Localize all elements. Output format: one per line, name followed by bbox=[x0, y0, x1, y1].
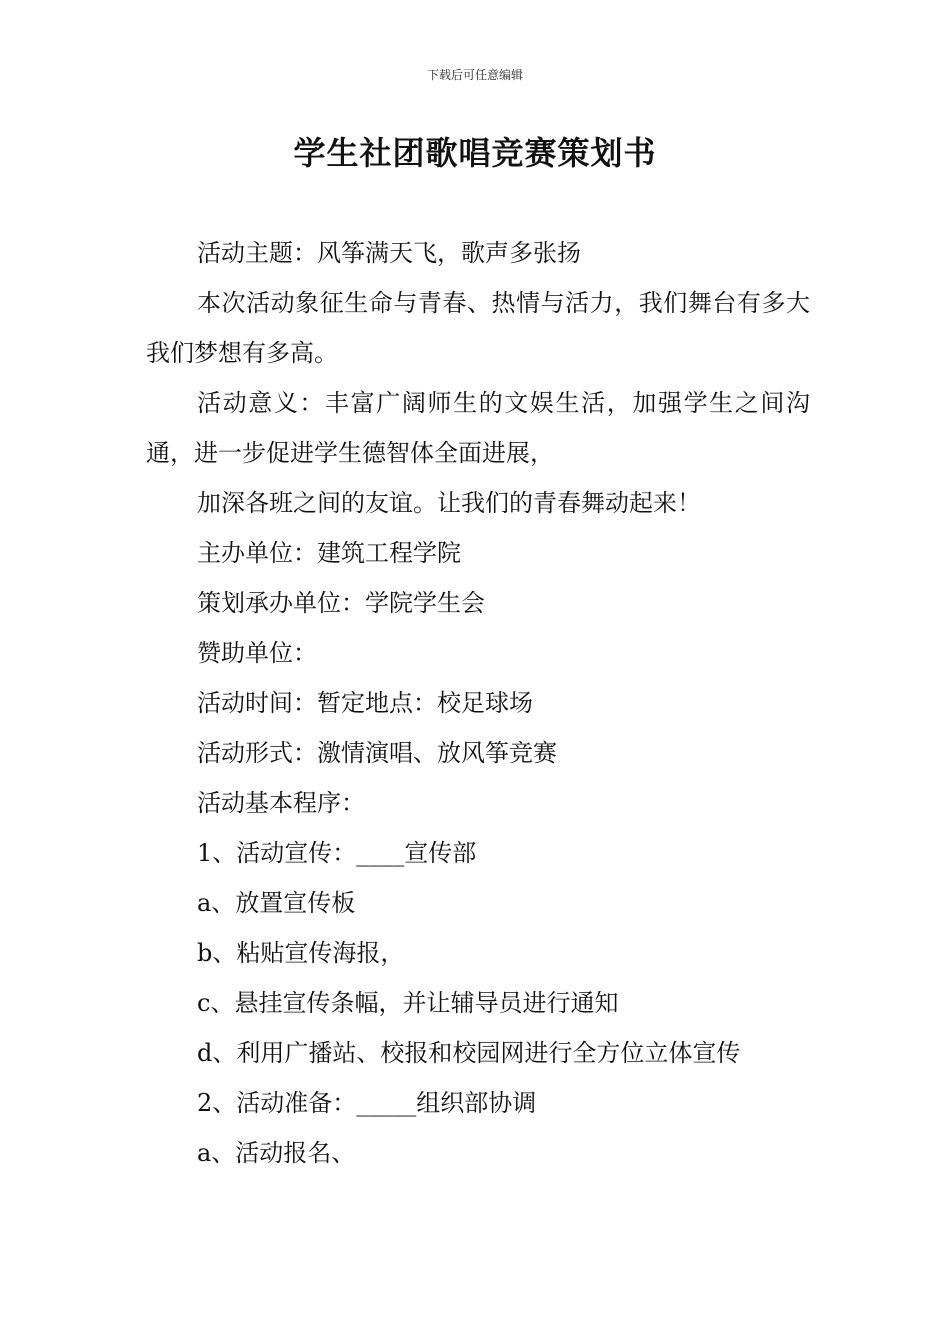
list-item-publicity-b: b、粘贴宣传海报， bbox=[197, 939, 405, 967]
paragraph-theme: 活动主题：风筝满天飞，歌声多张扬 bbox=[197, 239, 581, 267]
list-item-publicity-d: d、利用广播站、校报和校园网进行全方位立体宣传 bbox=[197, 1039, 741, 1067]
paragraph-significance: 活动意义：丰富广阔师生的文娱生活，加强学生之间沟通，进一步促进学生德智体全面进展， bbox=[146, 389, 810, 467]
list-item-publicity: 1、活动宣传：____宣传部 bbox=[197, 839, 477, 867]
paragraph-time-place: 活动时间：暂定地点：校足球场 bbox=[197, 689, 533, 717]
paragraph-host: 策划承办单位：学院学生会 bbox=[197, 589, 485, 617]
paragraph-organizer: 主办单位：建筑工程学院 bbox=[197, 539, 461, 567]
paragraph-format: 活动形式：激情演唱、放风筝竞赛 bbox=[197, 739, 557, 767]
list-item-preparation: 2、活动准备：_____组织部协调 bbox=[197, 1089, 537, 1117]
document-body bbox=[146, 228, 810, 1178]
list-item-publicity-c: c、悬挂宣传条幅，并让辅导员进行通知 bbox=[197, 989, 619, 1017]
paragraph-intro: 本次活动象征生命与青春、热情与活力，我们舞台有多大我们梦想有多高。 bbox=[146, 289, 810, 367]
paragraph-procedure: 活动基本程序： bbox=[197, 789, 365, 817]
list-item-preparation-a: a、活动报名、 bbox=[197, 1139, 356, 1167]
paragraph-friendship: 加深各班之间的友谊。让我们的青春舞动起来！ bbox=[197, 489, 701, 517]
header-note: 下载后可任意编辑 bbox=[426, 68, 523, 82]
document-title: 学生社团歌唱竞赛策划书 bbox=[293, 134, 657, 172]
list-item-publicity-a: a、放置宣传板 bbox=[197, 889, 356, 917]
paragraph-sponsor: 赞助单位： bbox=[197, 639, 317, 667]
